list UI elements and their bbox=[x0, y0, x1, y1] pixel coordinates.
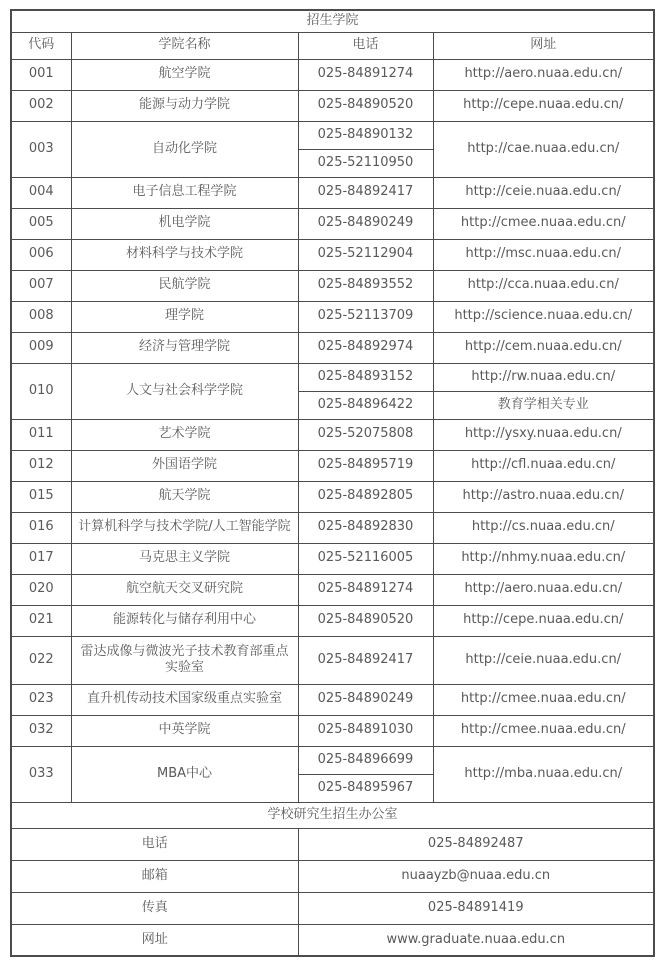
cell-site: http://science.nuaa.edu.cn/ bbox=[433, 301, 654, 332]
cell-code: 007 bbox=[11, 270, 71, 301]
cell-code: 022 bbox=[11, 636, 71, 684]
table-row bbox=[11, 121, 654, 149]
cell-code: 005 bbox=[11, 208, 71, 239]
cell-phone: 025-84890249 bbox=[298, 684, 433, 715]
office-label: 电话 bbox=[11, 828, 298, 860]
cell-site: http://cca.nuaa.edu.cn/ bbox=[433, 270, 654, 301]
office-value: 025-84891419 bbox=[298, 892, 654, 924]
table-row bbox=[11, 574, 654, 605]
cell-phone: 025-52112904 bbox=[298, 239, 433, 270]
table-row bbox=[11, 363, 654, 391]
cell-name: 马克思主义学院 bbox=[71, 543, 298, 574]
cell-phone: 025-84896699 bbox=[298, 746, 433, 774]
cell-site: http://cmee.nuaa.edu.cn/ bbox=[433, 715, 654, 746]
cell-name: 自动化学院 bbox=[71, 121, 298, 177]
cell-phone: 025-84892974 bbox=[298, 332, 433, 363]
cell-code: 033 bbox=[11, 746, 71, 802]
office-label: 网址 bbox=[11, 924, 298, 956]
cell-code: 021 bbox=[11, 605, 71, 636]
cell-code: 017 bbox=[11, 543, 71, 574]
cell-site: http://ceie.nuaa.edu.cn/ bbox=[433, 636, 654, 684]
cell-site: http://cfl.nuaa.edu.cn/ bbox=[433, 450, 654, 481]
cell-code: 023 bbox=[11, 684, 71, 715]
office-value: nuaayzb@nuaa.edu.cn bbox=[298, 860, 654, 892]
cell-phone: 025-52110950 bbox=[298, 149, 433, 177]
cell-name: 航空航天交叉研究院 bbox=[71, 574, 298, 605]
table-row bbox=[11, 605, 654, 636]
column-header-site: 网址 bbox=[433, 32, 654, 59]
cell-code: 008 bbox=[11, 301, 71, 332]
table-row bbox=[11, 239, 654, 270]
table-row bbox=[11, 177, 654, 208]
cell-code: 020 bbox=[11, 574, 71, 605]
cell-site: http://aero.nuaa.edu.cn/ bbox=[433, 574, 654, 605]
cell-phone: 025-84895719 bbox=[298, 450, 433, 481]
cell-name: 航空学院 bbox=[71, 59, 298, 90]
cell-name: 人文与社会科学学院 bbox=[71, 363, 298, 419]
office-label: 传真 bbox=[11, 892, 298, 924]
cell-site-note: 教育学相关专业 bbox=[433, 391, 654, 419]
cell-code: 015 bbox=[11, 481, 71, 512]
cell-name: 艺术学院 bbox=[71, 419, 298, 450]
table-row bbox=[11, 208, 654, 239]
table-row bbox=[11, 332, 654, 363]
cell-phone: 025-84890132 bbox=[298, 121, 433, 149]
cell-name: 理学院 bbox=[71, 301, 298, 332]
cell-code: 001 bbox=[11, 59, 71, 90]
cell-site: http://nhmy.nuaa.edu.cn/ bbox=[433, 543, 654, 574]
cell-phone: 025-84891030 bbox=[298, 715, 433, 746]
office-row bbox=[11, 828, 654, 860]
cell-code: 009 bbox=[11, 332, 71, 363]
office-value: 025-84892487 bbox=[298, 828, 654, 860]
table-row bbox=[11, 715, 654, 746]
cell-phone: 025-84893552 bbox=[298, 270, 433, 301]
office-row bbox=[11, 860, 654, 892]
cell-name: 民航学院 bbox=[71, 270, 298, 301]
cell-phone: 025-84891274 bbox=[298, 59, 433, 90]
cell-name: 材料科学与技术学院 bbox=[71, 239, 298, 270]
cell-name: 直升机传动技术国家级重点实验室 bbox=[71, 684, 298, 715]
cell-site: http://cae.nuaa.edu.cn/ bbox=[433, 121, 654, 177]
cell-code: 016 bbox=[11, 512, 71, 543]
cell-phone: 025-84890520 bbox=[298, 605, 433, 636]
cell-name: 航天学院 bbox=[71, 481, 298, 512]
cell-code: 012 bbox=[11, 450, 71, 481]
cell-site: http://cmee.nuaa.edu.cn/ bbox=[433, 684, 654, 715]
cell-phone: 025-84892417 bbox=[298, 636, 433, 684]
cell-code: 003 bbox=[11, 121, 71, 177]
cell-name: 雷达成像与微波光子技术教育部重点实验室 bbox=[71, 636, 298, 684]
cell-phone: 025-84895967 bbox=[298, 774, 433, 802]
cell-site: http://cepe.nuaa.edu.cn/ bbox=[433, 90, 654, 121]
column-header-phone: 电话 bbox=[298, 32, 433, 59]
table-row bbox=[11, 270, 654, 301]
cell-site: http://cem.nuaa.edu.cn/ bbox=[433, 332, 654, 363]
table-row bbox=[11, 90, 654, 121]
cell-name: 经济与管理学院 bbox=[71, 332, 298, 363]
cell-name: 中英学院 bbox=[71, 715, 298, 746]
cell-phone: 025-52075808 bbox=[298, 419, 433, 450]
table-row bbox=[11, 419, 654, 450]
cell-name: 计算机科学与技术学院/人工智能学院 bbox=[71, 512, 298, 543]
cell-name: 电子信息工程学院 bbox=[71, 177, 298, 208]
cell-phone: 025-84892805 bbox=[298, 481, 433, 512]
cell-site: http://cmee.nuaa.edu.cn/ bbox=[433, 208, 654, 239]
cell-site: http://cepe.nuaa.edu.cn/ bbox=[433, 605, 654, 636]
cell-phone: 025-84890520 bbox=[298, 90, 433, 121]
office-title: 学校研究生招生办公室 bbox=[11, 802, 654, 828]
cell-code: 032 bbox=[11, 715, 71, 746]
cell-code: 006 bbox=[11, 239, 71, 270]
cell-code: 011 bbox=[11, 419, 71, 450]
cell-name: 机电学院 bbox=[71, 208, 298, 239]
cell-phone: 025-84893152 bbox=[298, 363, 433, 391]
cell-name: 能源转化与储存利用中心 bbox=[71, 605, 298, 636]
table-row bbox=[11, 636, 654, 684]
cell-code: 010 bbox=[11, 363, 71, 419]
cell-name: 能源与动力学院 bbox=[71, 90, 298, 121]
office-row bbox=[11, 924, 654, 956]
table-row bbox=[11, 481, 654, 512]
cell-site: http://mba.nuaa.edu.cn/ bbox=[433, 746, 654, 802]
cell-site: http://msc.nuaa.edu.cn/ bbox=[433, 239, 654, 270]
column-header-name: 学院名称 bbox=[71, 32, 298, 59]
cell-site: http://astro.nuaa.edu.cn/ bbox=[433, 481, 654, 512]
cell-site: http://aero.nuaa.edu.cn/ bbox=[433, 59, 654, 90]
table-title: 招生学院 bbox=[11, 10, 654, 32]
cell-site: http://ceie.nuaa.edu.cn/ bbox=[433, 177, 654, 208]
cell-phone: 025-84892830 bbox=[298, 512, 433, 543]
column-header-code: 代码 bbox=[11, 32, 71, 59]
table-title-row bbox=[11, 10, 654, 32]
cell-site: http://rw.nuaa.edu.cn/ bbox=[433, 363, 654, 391]
cell-site: http://ysxy.nuaa.edu.cn/ bbox=[433, 419, 654, 450]
table-row bbox=[11, 59, 654, 90]
office-value: www.graduate.nuaa.edu.cn bbox=[298, 924, 654, 956]
cell-name: MBA中心 bbox=[71, 746, 298, 802]
table-row bbox=[11, 301, 654, 332]
cell-phone: 025-52116005 bbox=[298, 543, 433, 574]
table-header-row bbox=[11, 32, 654, 59]
table-row bbox=[11, 684, 654, 715]
table-row bbox=[11, 746, 654, 774]
cell-name: 外国语学院 bbox=[71, 450, 298, 481]
office-label: 邮箱 bbox=[11, 860, 298, 892]
table-row bbox=[11, 543, 654, 574]
office-title-row bbox=[11, 802, 654, 828]
cell-phone: 025-84892417 bbox=[298, 177, 433, 208]
cell-phone: 025-52113709 bbox=[298, 301, 433, 332]
office-row bbox=[11, 892, 654, 924]
table-row bbox=[11, 512, 654, 543]
cell-site: http://cs.nuaa.edu.cn/ bbox=[433, 512, 654, 543]
cell-code: 004 bbox=[11, 177, 71, 208]
table-row bbox=[11, 450, 654, 481]
cell-phone: 025-84891274 bbox=[298, 574, 433, 605]
cell-phone: 025-84896422 bbox=[298, 391, 433, 419]
cell-code: 002 bbox=[11, 90, 71, 121]
cell-phone: 025-84890249 bbox=[298, 208, 433, 239]
admissions-table bbox=[10, 9, 655, 957]
